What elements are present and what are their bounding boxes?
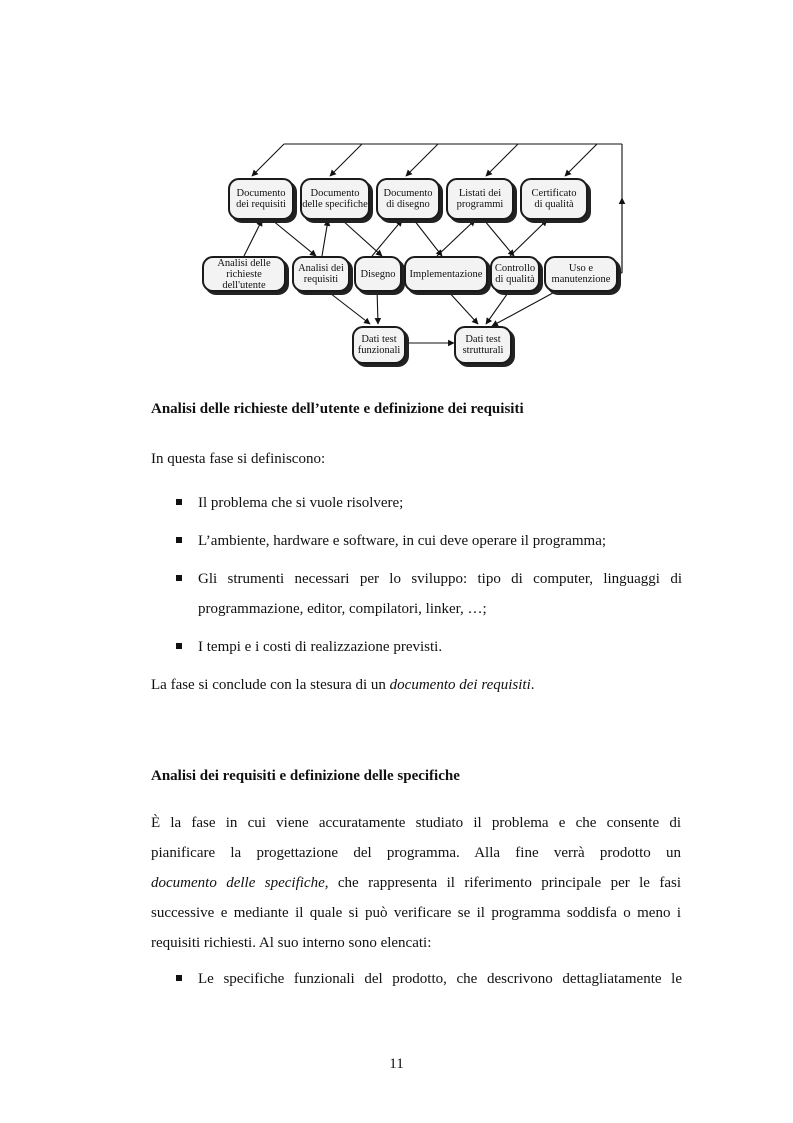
- list-item: [151, 964, 682, 994]
- section-body-paragraph: [151, 808, 681, 958]
- list-item-text: L’ambiente, hardware e software, in cui deve operare il programma;: [198, 533, 607, 549]
- node-disegno: Disegno: [354, 256, 402, 292]
- feedback-to-doc-specifiche: [330, 144, 362, 176]
- paragraph-italic-term: documento delle specifiche: [151, 875, 325, 891]
- node-certificato-qualita: Certificato di qualità: [520, 178, 588, 220]
- node-uso-manutenzione: Uso e manutenzione: [544, 256, 618, 292]
- section-heading: Analisi delle richieste dell’utente e definizione dei requisiti: [151, 401, 524, 417]
- paragraph-line: [151, 868, 681, 898]
- paragraph-line: successive e mediante il quale si può verificare se il programma soddisfa o meno i: [151, 905, 681, 921]
- node-listati-programmi: Listati dei programmi: [446, 178, 514, 220]
- conclusion-suffix: .: [530, 677, 535, 693]
- feedback-to-doc-requisiti: [252, 144, 284, 176]
- square-bullet-icon: [176, 575, 182, 581]
- paragraph-line: requisiti richiesti. Al suo interno sono elencati:: [151, 935, 432, 951]
- square-bullet-icon: [176, 643, 182, 649]
- list-item: [151, 488, 682, 518]
- node-dati-test-strutturali: Dati test strutturali: [454, 326, 512, 364]
- list-item-text-line2: programmazione, editor, compilatori, linker, …;: [198, 601, 487, 617]
- paragraph-line: pianificare la progettazione del programma. Alla fine verrà prodotto un: [151, 845, 681, 861]
- node-dati-test-funzionali: Dati test funzionali: [352, 326, 406, 364]
- list-item-text: Il problema che si vuole risolvere;: [198, 495, 404, 511]
- list-item: [151, 526, 682, 556]
- node-controllo-qualita: Controllo di qualità: [490, 256, 540, 292]
- feedback-to-doc-disegno: [406, 144, 438, 176]
- conclusion-italic-term: documento dei requisiti: [389, 677, 531, 693]
- feedback-to-doc-certificato: [565, 144, 597, 176]
- square-bullet-icon: [176, 537, 182, 543]
- list-item-text: I tempi e i costi di realizzazione previsti.: [198, 639, 443, 655]
- software-lifecycle-diagram: [192, 138, 624, 366]
- node-analisi-richieste: Analisi delle richieste dell'utente: [202, 256, 286, 292]
- paragraph-line-rest: , che rappresenta il riferimento principale per le fasi: [324, 875, 682, 891]
- list-item: [151, 632, 682, 662]
- page-number: 11: [389, 1056, 404, 1072]
- paragraph-line: È la fase in cui viene accuratamente studiato il problema e che consente di: [151, 815, 681, 831]
- node-documento-requisiti: Documento dei requisiti: [228, 178, 294, 220]
- list-item-text-line1: Gli strumenti necessari per lo sviluppo: tipo di computer, linguaggi di: [198, 571, 682, 587]
- section-heading: Analisi dei requisiti e definizione delle specifiche: [151, 768, 460, 784]
- feedback-to-doc-listati: [486, 144, 518, 176]
- node-documento-disegno: Documento di disegno: [376, 178, 440, 220]
- requirements-bullet-list: [151, 488, 682, 662]
- node-implementazione: Implementazione: [404, 256, 488, 292]
- section-conclusion: [151, 670, 681, 700]
- square-bullet-icon: [176, 975, 182, 981]
- conclusion-prefix: La fase si conclude con la stesura di un: [151, 677, 390, 693]
- square-bullet-icon: [176, 499, 182, 505]
- diagram-connectors: [192, 138, 624, 366]
- list-item-text: Le specifiche funzionali del prodotto, che descrivono dettagliatamente le: [198, 971, 682, 987]
- list-item: [151, 564, 682, 624]
- node-analisi-requisiti: Analisi dei requisiti: [292, 256, 350, 292]
- node-documento-specifiche: Documento delle specifiche: [300, 178, 370, 220]
- specifications-bullet-list: [151, 964, 682, 994]
- section-intro: In questa fase si definiscono:: [151, 451, 326, 467]
